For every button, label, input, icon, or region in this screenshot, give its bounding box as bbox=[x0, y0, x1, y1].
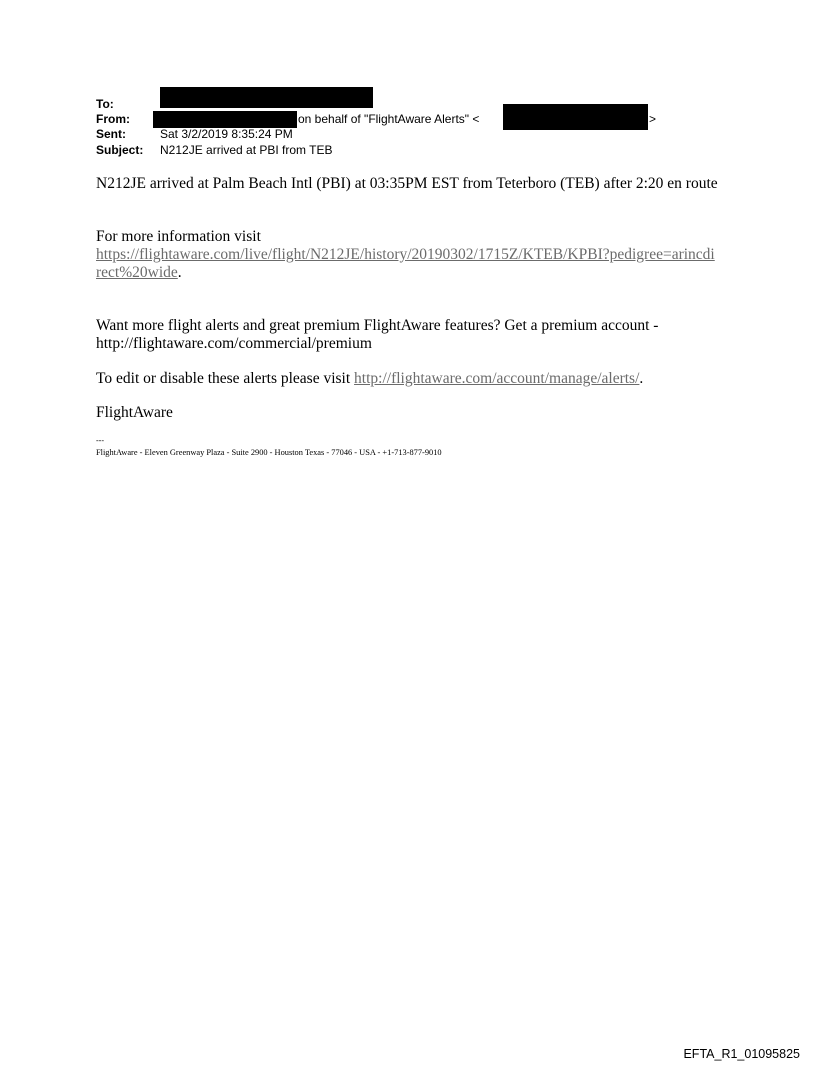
more-info-text: For more information visit bbox=[96, 228, 261, 245]
redaction-from-email bbox=[503, 104, 648, 130]
manage-alerts-link[interactable]: http://flightaware.com/account/manage/alerts/ bbox=[354, 370, 640, 387]
sent-label: Sent: bbox=[96, 127, 126, 141]
edit-alerts-prefix: To edit or disable these alerts please visit bbox=[96, 370, 355, 387]
premium-paragraph: Want more flight alerts and great premium FlightAware features? Get a premium account - http://flightaware.com/commercial/premium bbox=[96, 317, 659, 352]
edit-alerts-paragraph bbox=[96, 370, 736, 388]
bates-stamp: EFTA_R1_01095825 bbox=[683, 1047, 800, 1061]
from-value: on behalf of "FlightAware Alerts" < bbox=[298, 112, 480, 126]
to-label: To: bbox=[96, 97, 114, 111]
redaction-from-name bbox=[153, 111, 297, 128]
more-info-link-wrap bbox=[96, 246, 718, 282]
edit-alerts-end: . bbox=[639, 370, 644, 387]
more-info-paragraph bbox=[96, 228, 726, 282]
from-close: > bbox=[649, 112, 657, 126]
arrival-paragraph: N212JE arrived at Palm Beach Intl (PBI) at 03:35PM EST from Teterboro (TEB) after 2:20 en route bbox=[96, 175, 718, 192]
more-info-end: . bbox=[177, 264, 182, 281]
footer-address: FlightAware - Eleven Greenway Plaza - Suite 2900 - Houston Texas - 77046 - USA - +1-713-877-9010 bbox=[96, 448, 442, 457]
sent-value: Sat 3/2/2019 8:35:24 PM bbox=[160, 127, 293, 141]
signature: FlightAware bbox=[96, 404, 173, 421]
redaction-to bbox=[160, 87, 373, 108]
subject-label: Subject: bbox=[96, 143, 144, 157]
subject-value: N212JE arrived at PBI from TEB bbox=[160, 143, 333, 157]
from-label: From: bbox=[96, 112, 130, 126]
footer-separator: --- bbox=[96, 436, 104, 445]
flight-history-link[interactable]: https://flightaware.com/live/flight/N212JE/history/20190302/1715Z/KTEB/KPBI?pedigree=arincdirect%20wide bbox=[96, 246, 715, 281]
